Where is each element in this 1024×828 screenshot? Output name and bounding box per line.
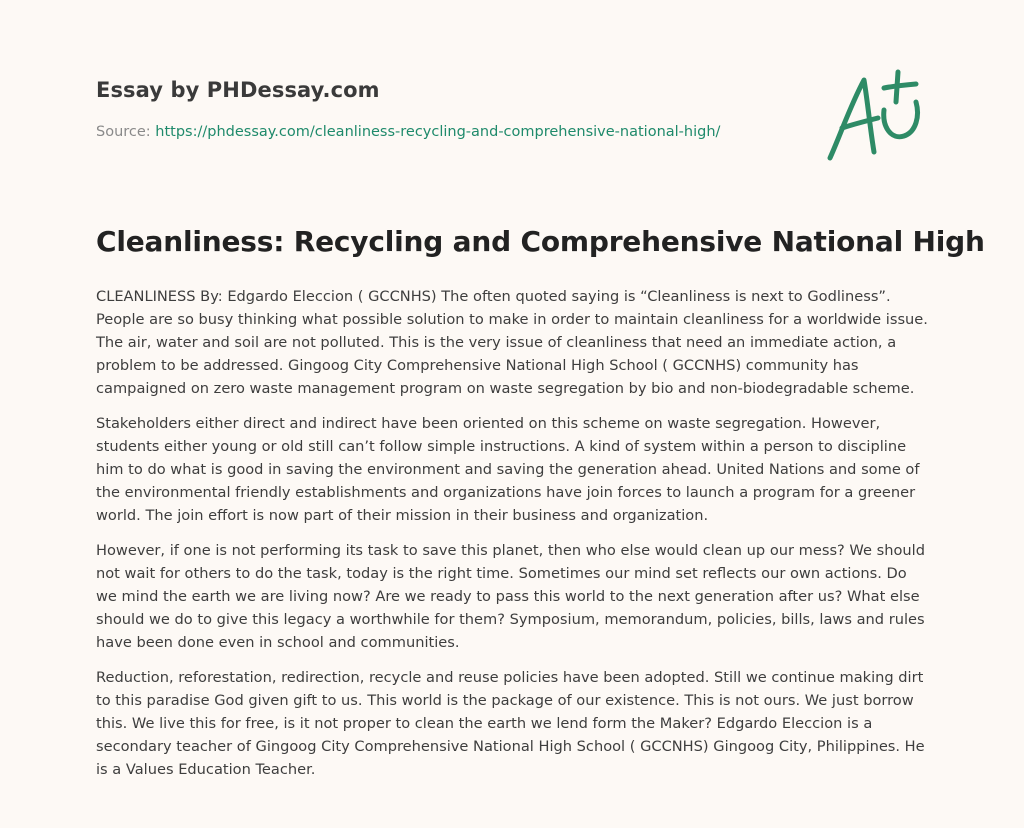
source-line (96, 124, 720, 140)
a-plus-grade-icon (822, 66, 928, 166)
essay-paragraph: However, if one is not performing its task to save this planet, then who else would clean up our mess? We should not wait for others to do the task, today is the right time. Sometimes our mind set reflects our own actions. Do we mind the earth we are living now? Are we ready to pass this world to the next generation after us? What else should we do to give this legacy a worthwhile for them? Symposium, memorandum, policies, bills, laws and rules have been done even in school and communities. (96, 542, 925, 651)
brand-title: Essay by PHDessay.com (96, 78, 380, 102)
essay-title: Cleanliness: Recycling and Comprehensive National High (96, 225, 985, 258)
essay-paragraph: Reduction, reforestation, redirection, recycle and reuse policies have been adopted. Still we continue making dirt to this paradise God given gift to us. This world is the package of our existence. This is not ours. We just borrow this. We live this for free, is it not proper to clean the earth we lend form the Maker? Edgardo Eleccion is a secondary teacher of Gingoog City Comprehensive National High School ( GCCNHS) Gingoog City, Philippines. He is a Values Education Teacher. (96, 669, 925, 778)
essay-body (96, 285, 932, 793)
source-link[interactable]: https://phdessay.com/cleanliness-recycling-and-comprehensive-national-high/ (155, 124, 721, 140)
essay-paragraph: Stakeholders either direct and indirect have been oriented on this scheme on waste segregation. However, students either young or old still can’t follow simple instructions. A kind of system within a person to discipline him to do what is good in saving the environment and saving the generation ahead. United Nations and some of the environmental friendly establishments and organizations have join forces to launch a program for a greener world. The join effort is now part of their mission in their business and organization. (96, 415, 920, 524)
essay-paragraph: CLEANLINESS By: Edgardo Eleccion ( GCCNHS) The often quoted saying is “Cleanliness is next to Godliness”. People are so busy thinking what possible solution to make in order to maintain cleanliness for a worldwide issue. The air, water and soil are not polluted. This is the very issue of cleanliness that need an immediate action, a problem to be addressed. Gingoog City Comprehensive National High School ( GCCNHS) community has campaigned on zero waste management program on waste segregation by bio and non-biodegradable scheme. (96, 288, 928, 397)
source-label: Source: (96, 124, 156, 140)
